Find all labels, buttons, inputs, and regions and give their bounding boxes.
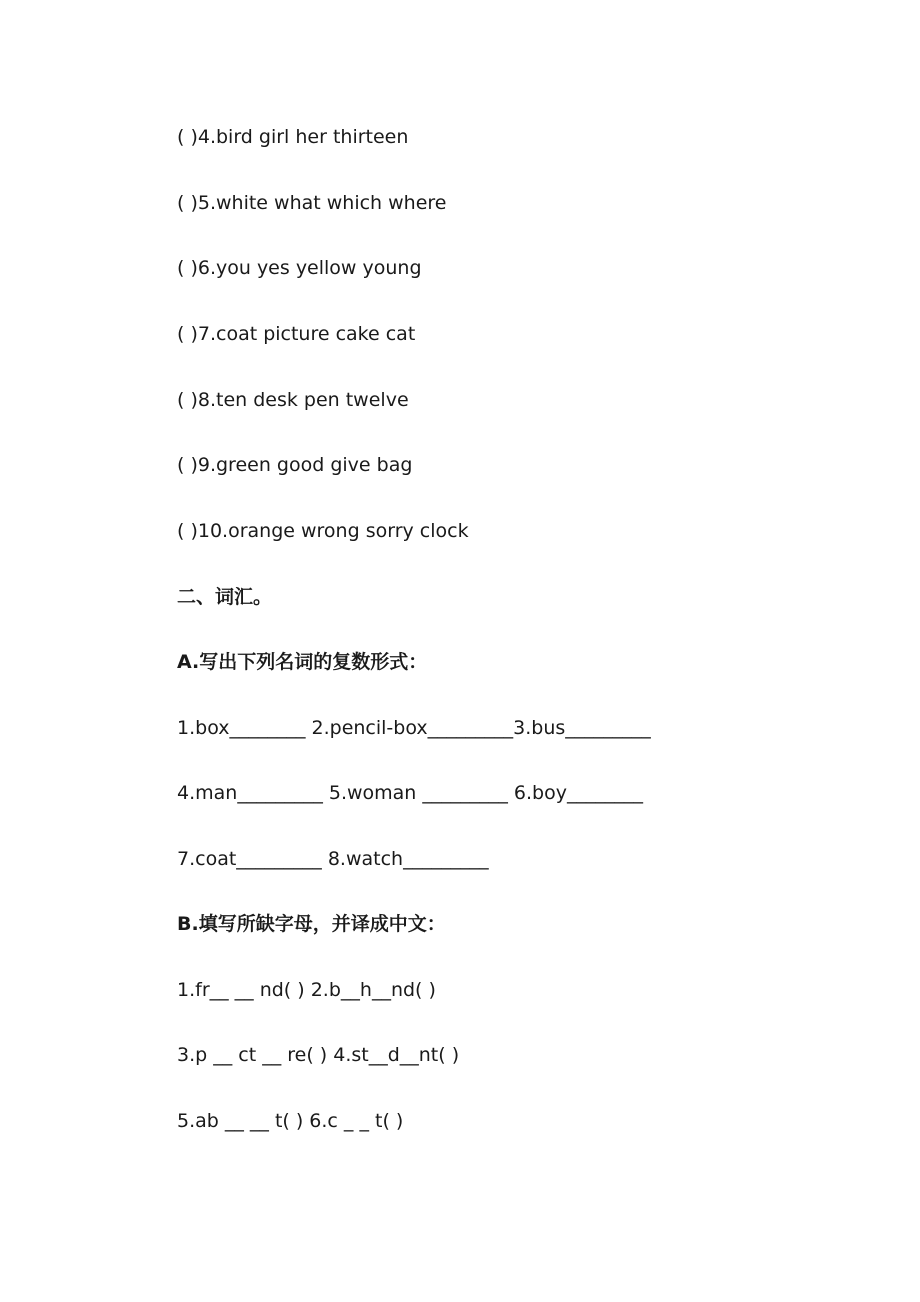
question-6: ( )6.you yes yellow young — [177, 257, 422, 279]
question-8: ( )8.ten desk pen twelve — [177, 389, 409, 411]
part-b-title: B.填写所缺字母，并译成中文： — [177, 913, 446, 935]
question-9: ( )9.green good give bag — [177, 454, 413, 476]
question-4: ( )4.bird girl her thirteen — [177, 126, 409, 148]
question-10: ( )10.orange wrong sorry clock — [177, 520, 469, 542]
part-b-line-1: 1.fr__ __ nd( ) 2.b__h__nd( ) — [177, 979, 436, 1001]
part-a-line-2: 4.man_________ 5.woman _________ 6.boy________ — [177, 782, 643, 804]
question-7: ( )7.coat picture cake cat — [177, 323, 416, 345]
part-b-line-2: 3.p __ ct __ re( ) 4.st__d__nt( ) — [177, 1044, 460, 1066]
question-5: ( )5.white what which where — [177, 192, 447, 214]
section-two-title: 二、词汇。 — [177, 586, 273, 608]
part-a-line-1: 1.box________ 2.pencil-box_________3.bus_________ — [177, 717, 651, 739]
part-a-line-3: 7.coat_________ 8.watch_________ — [177, 848, 489, 870]
part-b-line-3: 5.ab __ __ t( ) 6.c _ _ t( ) — [177, 1110, 404, 1132]
part-a-title: A.写出下列名词的复数形式： — [177, 651, 428, 673]
